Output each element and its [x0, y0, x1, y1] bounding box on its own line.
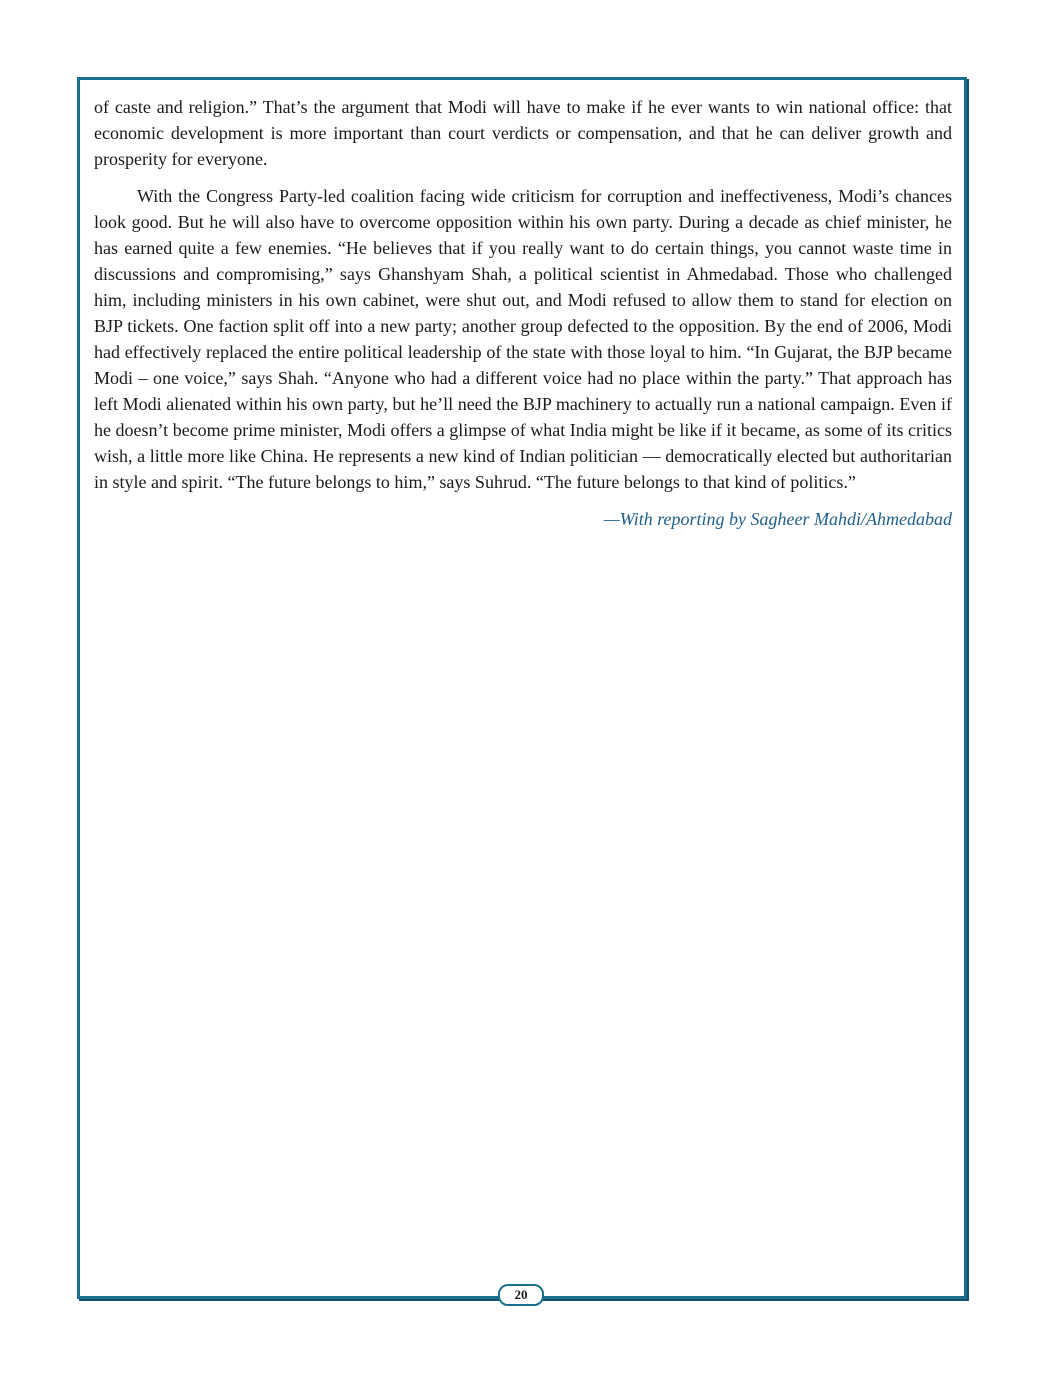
- page-number: 20: [498, 1284, 544, 1306]
- article-body: [94, 94, 952, 532]
- article-paragraph: of caste and religion.” That’s the argument that Modi will have to make if he ever wants to win national office: that economic development is more important than court verdicts or compensation, and that he can deliver growth and prosperity for everyone.: [94, 97, 952, 169]
- reporting-credit: —With reporting by Sagheer Mahdi/Ahmedabad: [603, 509, 952, 529]
- page-frame: [77, 77, 967, 1299]
- article-paragraph: With the Congress Party-led coalition facing wide criticism for corruption and ineffectiveness, Modi’s chances look good. But he will also have to overcome opposition within his own party. During a decade as chief minister, he has earned quite a few enemies. “He believes that if you really want to do certain things, you cannot waste time in discussions and compromising,” says Ghanshyam Shah, a political scientist in Ahmedabad. Those who challenged him, including ministers in his own cabinet, were shut out, and Modi refused to allow them to stand for election on BJP tickets. One faction split off into a new party; another group defected to the opposition. By the end of 2006, Modi had effectively replaced the entire political leadership of the state with those loyal to him. “In Gujarat, the BJP became Modi – one voice,” says Shah. “Anyone who had a different voice had no place within the party.” That approach has left Modi alienated within his own party, but he’ll need the BJP machinery to actually run a national campaign. Even if he doesn’t become prime minister, Modi offers a glimpse of what India might be like if it became, as some of its critics wish, a little more like China. He represents a new kind of Indian politician — democratically elected but authoritarian in style and spirit. “The future belongs to him,” says Suhrud. “The future belongs to that kind of politics.”: [94, 186, 952, 492]
